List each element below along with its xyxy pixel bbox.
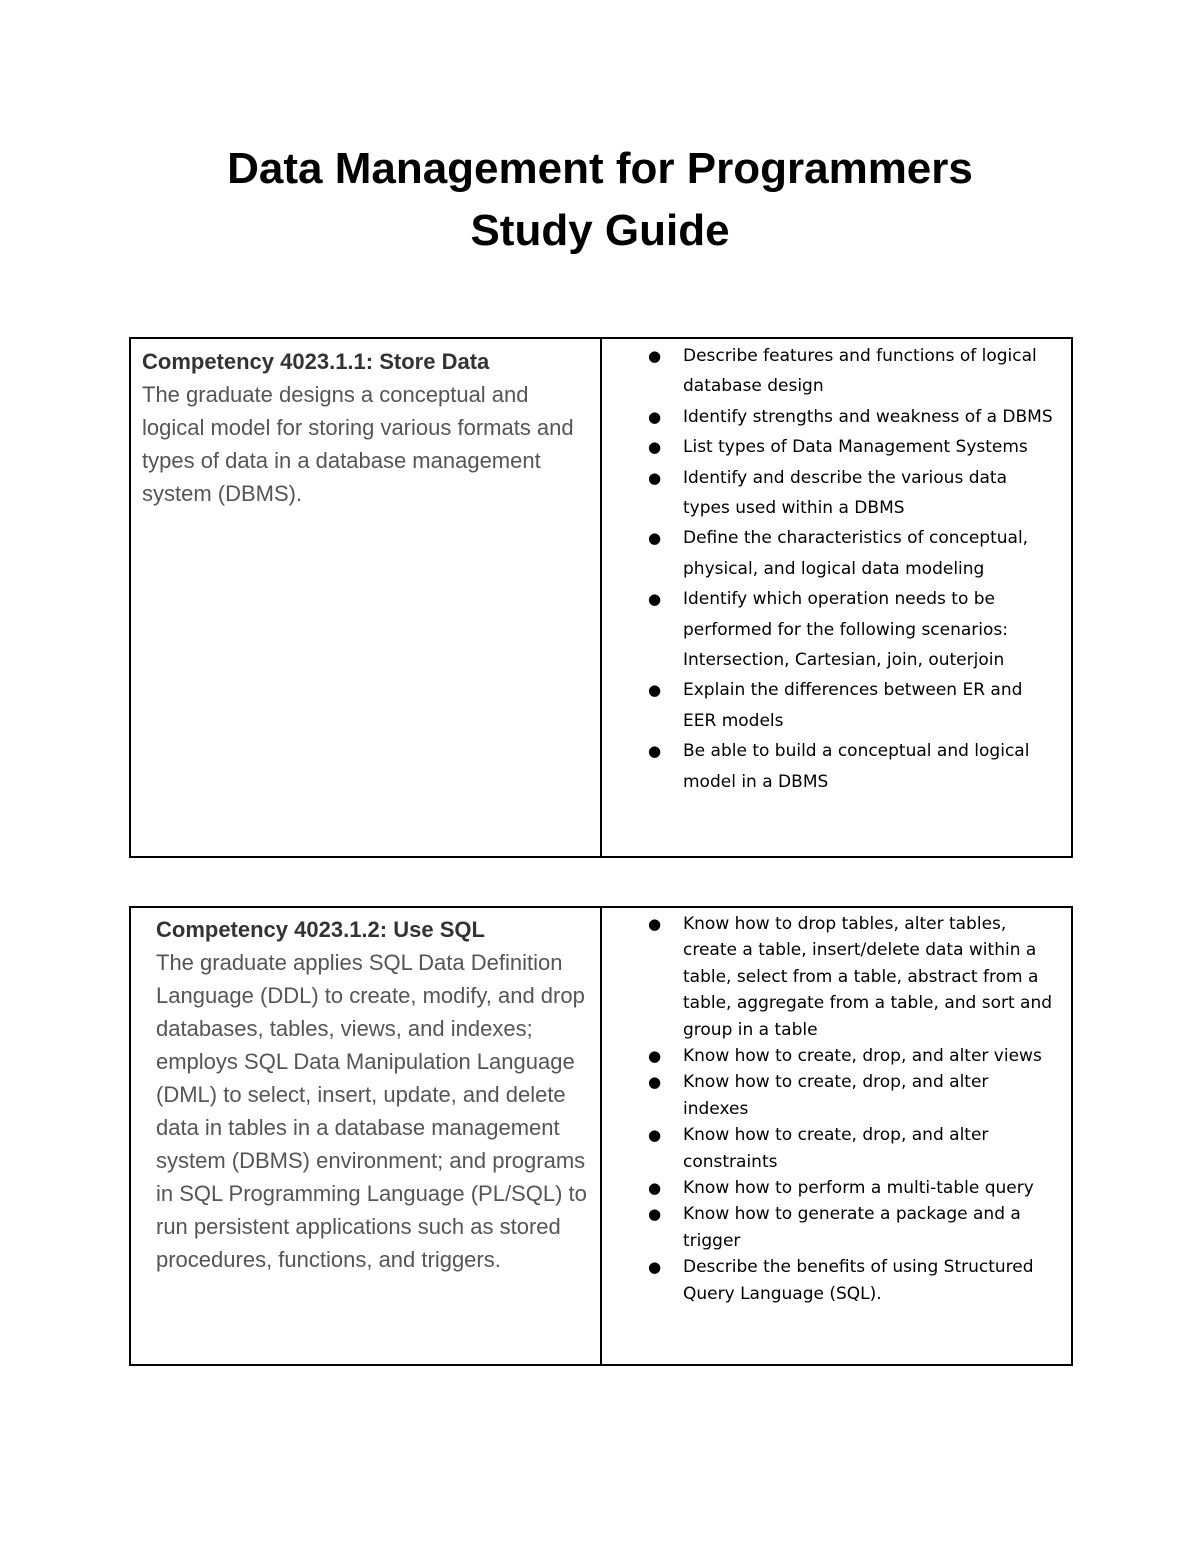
bullet-icon: ●: [648, 742, 662, 761]
list-item: [602, 675, 1071, 736]
list-item-text: Identify which operation needs to be performed for the following scenarios: Intersection, Cartesian, join, outerjoin: [683, 589, 1008, 671]
list-item-text: Know how to drop tables, alter tables, create a table, insert/delete data within a table, select from a table, abstract from a table, aggregate from a table, and sort and group in a table: [683, 914, 1053, 1040]
competency-text: [131, 908, 600, 1276]
list-item-text: Know how to create, drop, and alter constraints: [683, 1125, 989, 1172]
list-item: [602, 1122, 1071, 1175]
bullet-icon: ●: [648, 407, 662, 426]
bullet-icon: ●: [648, 915, 662, 933]
list-item: [602, 1254, 1071, 1307]
competency-description: The graduate applies SQL Data Definition Language (DDL) to create, modify, and drop databases, tables, views, and indexes; employs SQL Data Manipulation Language (DML) to select, insert, update, and delete data in tables in a database management system (DBMS) environment; and programs in SQL Programming Language (PL/SQL) to run persistent applications such as stored procedures, functions, and triggers.: [156, 950, 587, 1272]
competency-objectives-cell: [601, 338, 1072, 857]
list-item-text: Know how to perform a multi-table query: [683, 1178, 1034, 1199]
list-item: [602, 463, 1071, 524]
objectives-list: [602, 339, 1071, 797]
list-item-text: List types of Data Management Systems: [683, 437, 1028, 458]
competency-objectives-cell: [601, 907, 1072, 1365]
competency-heading: Competency 4023.1.1: Store Data: [142, 349, 490, 374]
list-item-text: Identify strengths and weakness of a DBMS: [683, 406, 1053, 427]
list-item-text: Identify and describe the various data types used within a DBMS: [683, 467, 1008, 519]
competency-table-store-data: [129, 337, 1073, 858]
list-item-text: Describe the benefits of using Structured Query Language (SQL).: [683, 1257, 1034, 1304]
bullet-icon: ●: [648, 1179, 662, 1198]
list-item: [602, 1069, 1071, 1122]
objectives-list: [602, 908, 1071, 1307]
list-item-text: Define the characteristics of conceptual, physical, and logical data modeling: [683, 528, 1029, 579]
list-item: [602, 523, 1071, 584]
list-item: [602, 432, 1071, 462]
competency-heading: Competency 4023.1.2: Use SQL: [156, 917, 485, 942]
competency-description-cell: [130, 907, 601, 1365]
list-item: [602, 402, 1071, 432]
list-item-text: Be able to build a conceptual and logical model in a DBMS: [683, 741, 1030, 792]
list-item: [602, 1201, 1071, 1254]
competency-text: [131, 339, 600, 510]
competency-table-use-sql: [129, 906, 1073, 1366]
bullet-icon: ●: [648, 1047, 662, 1066]
list-item: [602, 584, 1071, 675]
bullet-icon: ●: [648, 468, 662, 487]
list-item: [602, 1043, 1071, 1069]
list-item-text: Describe features and functions of logical database design: [683, 346, 1037, 397]
list-item: [602, 736, 1071, 797]
bullet-icon: ●: [648, 1073, 662, 1092]
bullet-icon: ●: [648, 681, 662, 700]
list-item: [602, 911, 1071, 1043]
bullet-icon: ●: [648, 1126, 662, 1145]
bullet-icon: ●: [648, 590, 662, 609]
competency-description-cell: [130, 338, 601, 857]
list-item: [602, 1175, 1071, 1201]
list-item-text: Explain the differences between ER and EER models: [683, 680, 1023, 731]
competency-description: The graduate designs a conceptual and logical model for storing various formats and types of data in a database management system (DBMS).: [142, 382, 574, 506]
bullet-icon: ●: [648, 1258, 662, 1277]
document-title: [0, 138, 1200, 262]
bullet-icon: ●: [648, 347, 662, 365]
list-item-text: Know how to create, drop, and alter views: [683, 1046, 1042, 1067]
bullet-icon: ●: [648, 1205, 662, 1224]
bullet-icon: ●: [648, 438, 662, 457]
list-item-text: Know how to generate a package and a trigger: [683, 1204, 1021, 1251]
title-line-1: Data Management for Programmers: [227, 144, 973, 193]
list-item: [602, 341, 1071, 402]
list-item-text: Know how to create, drop, and alter indexes: [683, 1072, 989, 1119]
title-line-2: Study Guide: [470, 206, 730, 255]
bullet-icon: ●: [648, 529, 662, 548]
